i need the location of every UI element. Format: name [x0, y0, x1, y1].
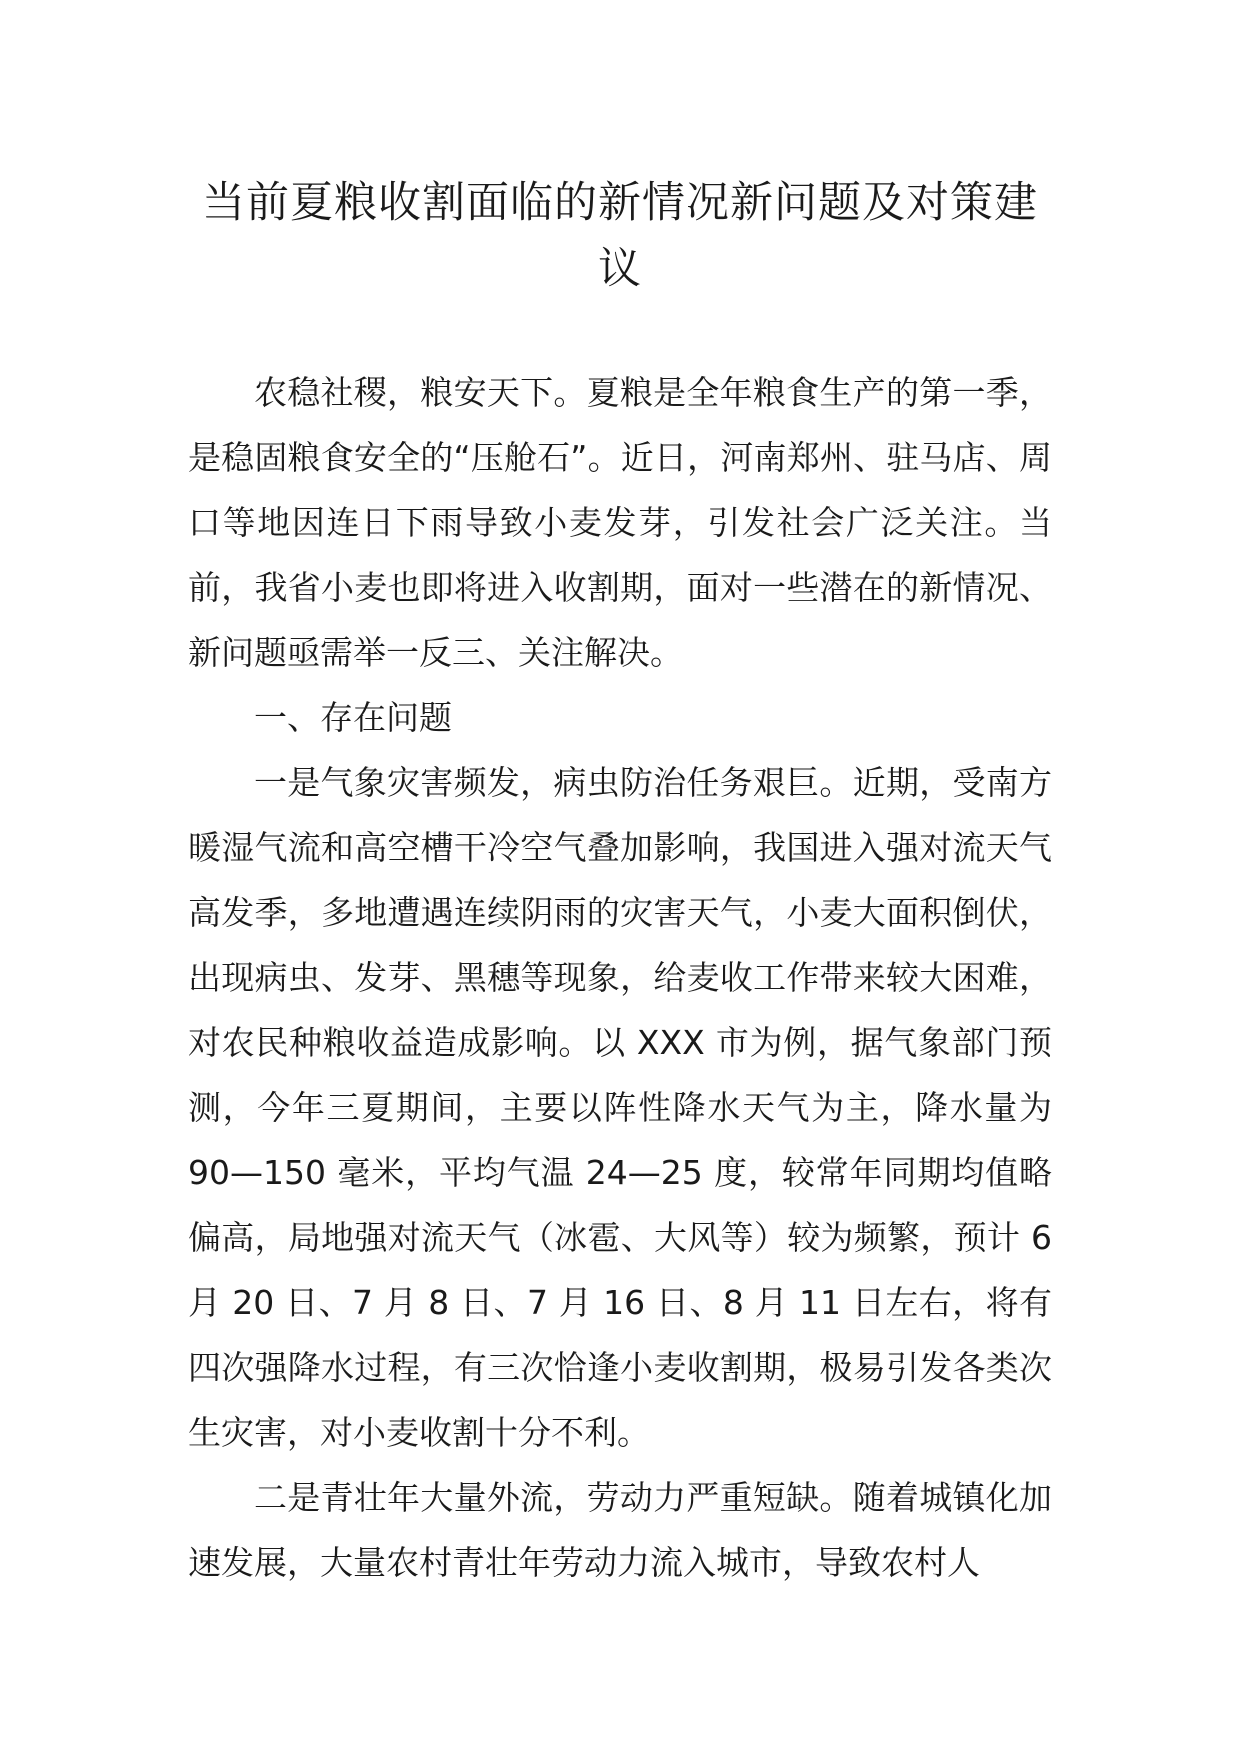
section-heading-problems: 一、存在问题: [254, 698, 452, 737]
paragraph-weather-disasters: 一是气象灾害频发，病虫防治任务艰巨。近期，受南方暖湿气流和高空槽干冷空气叠加影响，我国进入强对流天气高发季，多地遭遇连续阴雨的灾害天气，小麦大面积倒伏，出现病虫、发芽、黑穗等现象，给麦收工作带来较大困难，对农民种粮收益造成影响。以 XXX 市为例，据气象部门预测，今年三夏期间，主要以阵性降水天气为主，降水量为 90—150 毫米，平均气温 24—25 度，较常年同期均值略偏高，局地强对流天气（冰雹、大风等）较为频繁，预计 6 月 20 日、7 月 8 日、7 月 16 日、8 月 11 日左右，将有四次强降水过程，有三次恰逢小麦收割期，极易引发各类次生灾害，对小麦收割十分不利。: [188, 763, 1052, 1452]
paragraph-intro: 农稳社稷，粮安天下。夏粮是全年粮食生产的第一季，是稳固粮食安全的“压舱石”。近日，河南郑州、驻马店、周口等地因连日下雨导致小麦发芽，引发社会广泛关注。当前，我省小麦也即将进入收割期，面对一些潜在的新情况、新问题亟需举一反三、关注解决。: [188, 373, 1052, 672]
document-title: 当前夏粮收割面临的新情况新问题及对策建议: [202, 178, 1038, 294]
document-body: [188, 360, 1052, 1595]
paragraph-labor-shortage: 二是青壮年大量外流，劳动力严重短缺。随着城镇化加速发展，大量农村青壮年劳动力流入城市，导致农村人: [188, 1478, 1052, 1582]
